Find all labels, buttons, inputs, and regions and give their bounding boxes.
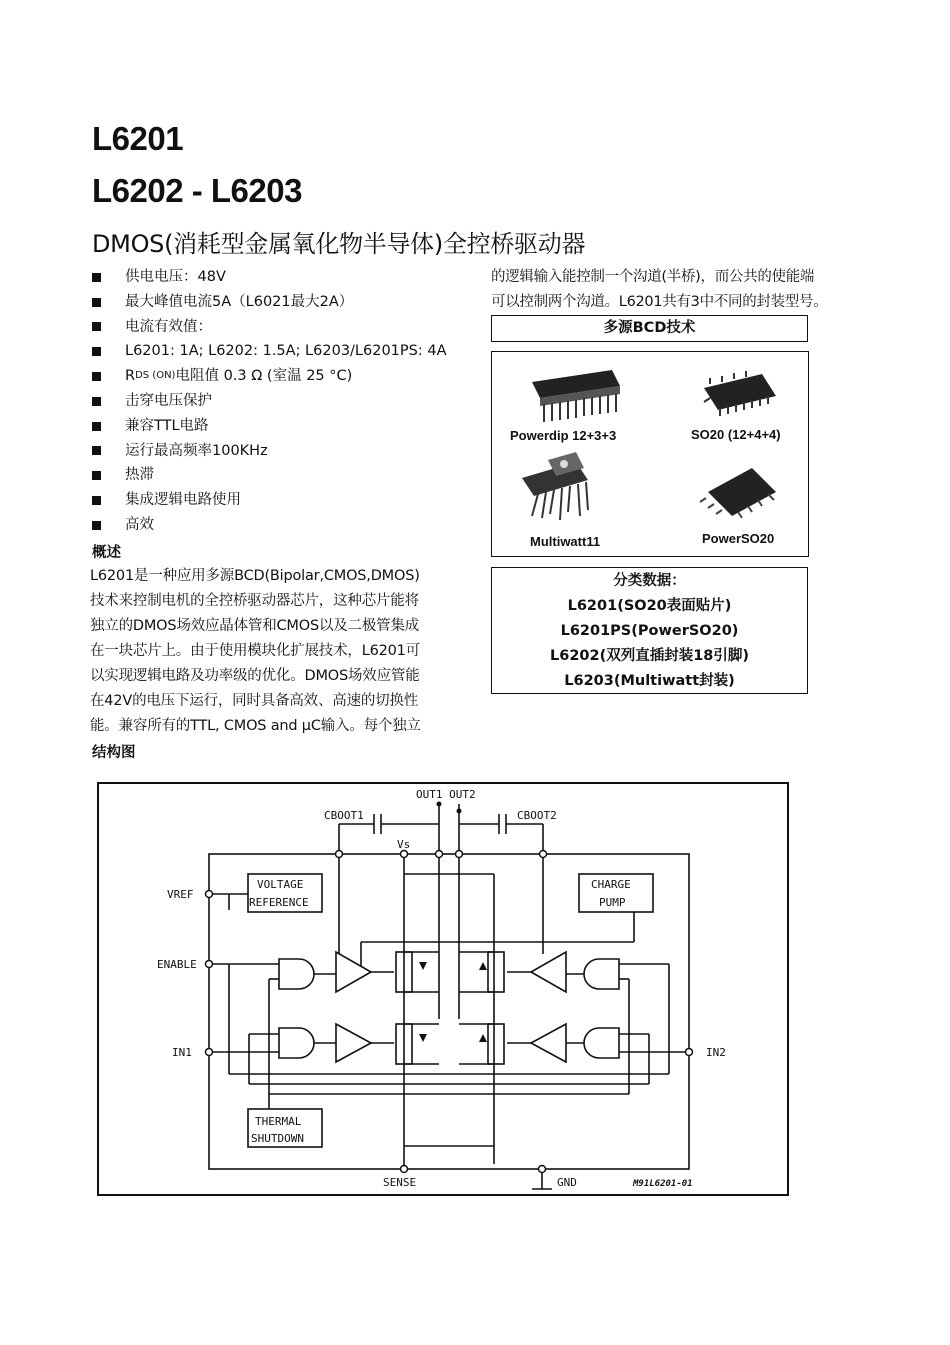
feature-item-rds: R DS (ON) 电阻值 0.3 Ω (室温 25 °C)	[92, 364, 472, 389]
feature-item: 高效	[92, 513, 472, 538]
multiwatt-package-image	[522, 452, 588, 520]
vref-label: VREF	[167, 888, 194, 901]
feature-item: 击穿电压保护	[92, 389, 472, 414]
cboot2-label: CBOOT2	[517, 809, 557, 822]
in2-label: IN2	[706, 1046, 726, 1059]
sense-label: SENSE	[383, 1176, 417, 1189]
overview-paragraph	[90, 564, 470, 739]
overview-line: 在一块芯片上。由于使用模块化扩展技术，L6201可	[90, 643, 420, 659]
bullet-icon	[92, 471, 101, 480]
bullet-icon	[92, 298, 101, 307]
powerdip-package-image	[532, 370, 620, 422]
powerso20-package-image	[700, 468, 776, 518]
bullet-icon	[92, 322, 101, 331]
package-label-multiwatt: Multiwatt11	[530, 534, 601, 549]
gnd-label: GND	[557, 1176, 577, 1189]
structure-heading: 结构图	[92, 745, 136, 761]
pump-label: PUMP	[599, 896, 626, 909]
overview-line: 可以控制两个沟道。L6201共有3中不同的封装型号。	[491, 293, 828, 310]
feature-list	[92, 265, 472, 538]
thermal-label: THERMAL	[255, 1115, 302, 1128]
bullet-icon	[92, 397, 101, 406]
enable-label: ENABLE	[157, 958, 197, 971]
bullet-icon	[92, 496, 101, 505]
bullet-icon	[92, 521, 101, 530]
classification-box	[491, 567, 808, 694]
overview-continued	[491, 265, 871, 314]
vs-label: Vs	[397, 838, 411, 851]
bullet-icon	[92, 273, 101, 282]
bullet-icon	[92, 422, 101, 431]
overview-line: 独立的DMOS场效应晶体管和CMOS以及二极管集成	[90, 618, 420, 634]
feature-item: 电流有效值：	[92, 315, 472, 340]
classification-heading: 分类数据：	[613, 573, 686, 589]
feature-item: 最大峰值电流5A（L6021最大2A）	[92, 290, 472, 315]
overview-line: 的逻辑输入能控制一个沟道(半桥)，而公共的使能端	[491, 269, 815, 285]
overview-line: 技术来控制电机的全控桥驱动器芯片，这种芯片能将	[90, 593, 419, 609]
so20-package-image	[704, 371, 776, 416]
feature-item: 供电电压：48V	[92, 265, 472, 290]
package-label-powerso20: PowerSO20	[702, 531, 775, 546]
feature-item: 运行最高频率100KHz	[92, 439, 472, 464]
block-diagram-svg	[99, 784, 791, 1198]
reference-label: REFERENCE	[249, 896, 309, 909]
overview-line: 在42V的电压下运行，同时具备高效、高速的切换性	[90, 693, 419, 709]
title-l6202-l6203: L6202 - L6203	[92, 172, 302, 209]
package-label-so20: SO20 (12+4+4)	[691, 427, 781, 442]
charge-label: CHARGE	[591, 878, 631, 891]
page-subtitle: DMOS(消耗型金属氧化物半导体)全控桥驱动器	[92, 230, 586, 258]
voltage-ref-label: VOLTAGE	[257, 878, 304, 891]
bullet-icon	[92, 347, 101, 356]
overview-line: L6201是一种应用多源BCD(Bipolar,CMOS,DMOS)	[90, 568, 420, 584]
package-label-powerdip: Powerdip 12+3+3	[510, 428, 617, 443]
bullet-icon	[92, 446, 101, 455]
feature-item: 兼容TTL电路	[92, 414, 472, 439]
feature-item: L6201: 1A; L6202: 1.5A; L6203/L6201PS: 4A	[92, 339, 472, 364]
package-images-box	[491, 351, 809, 557]
overview-line: 能。兼容所有的TTL, CMOS and μC输入。每个独立	[90, 718, 421, 734]
classification-item: L6201PS(PowerSO20)	[560, 623, 739, 639]
classification-item: L6203(Multiwatt封装)	[564, 673, 735, 689]
shutdown-label: SHUTDOWN	[251, 1132, 304, 1145]
overview-heading: 概述	[92, 545, 121, 561]
feature-item: 热滞	[92, 463, 472, 488]
in1-label: IN1	[172, 1046, 192, 1059]
classification-item: L6202(双列直插封装18引脚)	[549, 648, 750, 664]
block-diagram	[97, 782, 789, 1196]
feature-item: 集成逻辑电路使用	[92, 488, 472, 513]
overview-line: 以实现逻辑电路及功率级的优化。DMOS场效应管能	[90, 668, 420, 684]
bcd-technology-box: 多源BCD技术	[491, 315, 808, 342]
package-illustrations	[492, 352, 808, 556]
classification-item: L6201(SO20表面贴片)	[567, 598, 732, 614]
out-labels: OUT1 OUT2	[416, 788, 476, 801]
cboot1-label: CBOOT1	[324, 809, 364, 822]
title-l6201: L6201	[92, 120, 184, 157]
diagram-code: M91L6201-01	[633, 1179, 693, 1189]
bullet-icon	[92, 372, 101, 381]
